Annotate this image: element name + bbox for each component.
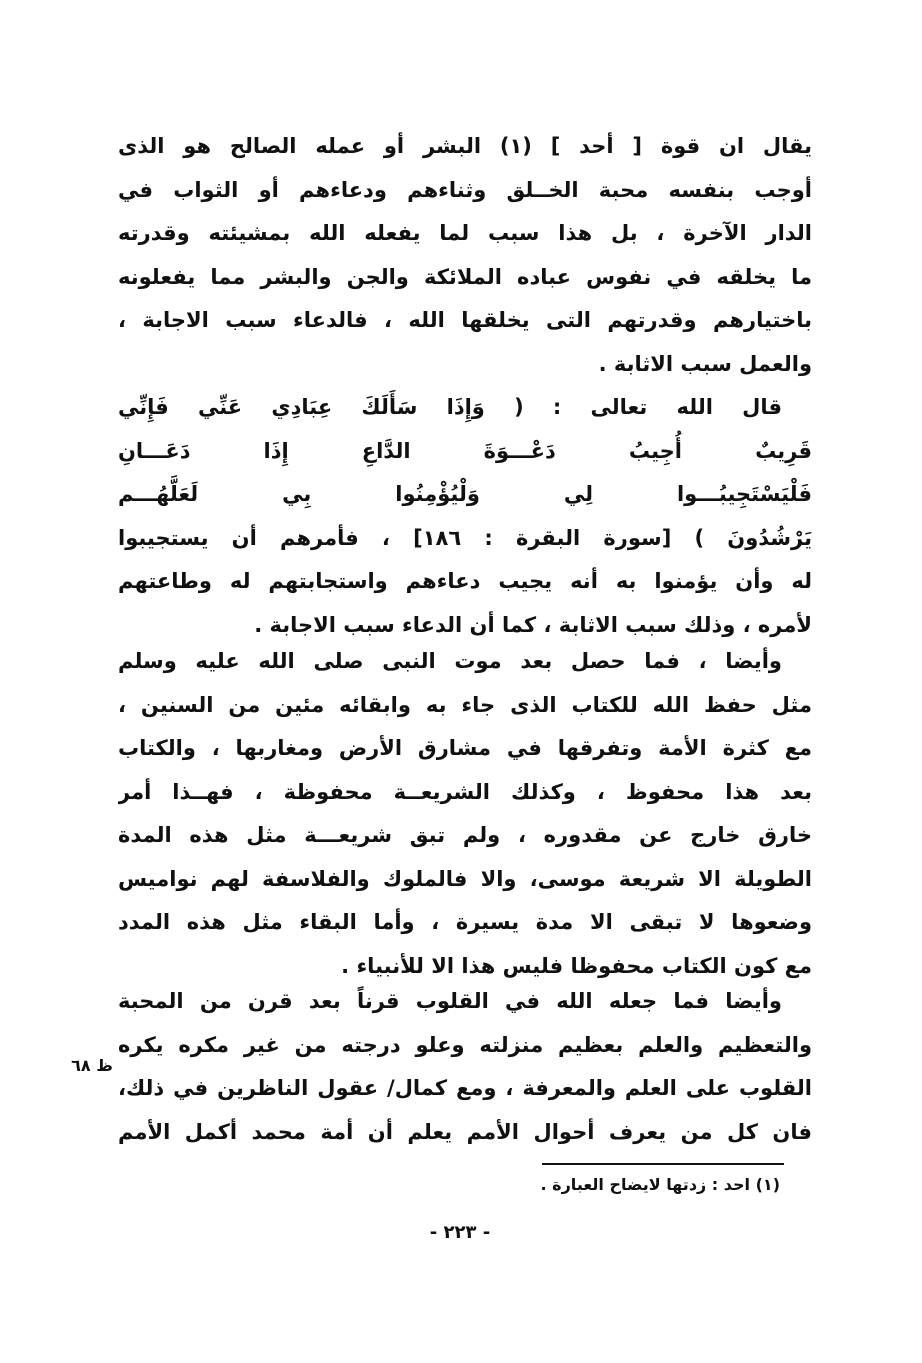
text-line: يَرْشُدُونَ ) [سورة البقرة : ١٨٦] ، فأمرهم أن يستجيبوا (118, 525, 812, 550)
manuscript-folio-note: ظ ٦٨ (71, 1056, 113, 1075)
paragraph-3 (118, 640, 812, 988)
text-line: فان كل من يعرف أحوال الأمم يعلم أن أمة محمد أكمل الأمم (118, 1119, 812, 1144)
text-line: أوجب بنفسه محبة الخــلق وثناءهم ودعاءهم أو الثواب في (118, 177, 812, 202)
text-line: مثل حفظ الله للكتاب الذى جاء به وابقائه مئين من السنين ، (118, 692, 812, 717)
paragraph-1 (118, 125, 812, 386)
text-line: القلوب على العلم والمعرفة ، ومع كمال/ عقول الناظرين في ذلك، (118, 1076, 812, 1100)
text-line: خارق خارج عن مقدوره ، ولم تبق شريعـــة مثل هذه المدة (118, 823, 812, 847)
text-line: مع كون الكتاب محفوظا فليس هذا الا للأنبياء . (341, 953, 812, 978)
text-line: وأيضا ، فما حصل بعد موت النبى صلى الله عليه وسلم (118, 649, 782, 673)
text-line: باختيارهم وقدرتهم التى يخلقها الله ، فالدعاء سبب الاجابة ، (118, 308, 812, 332)
text-line: بعد هذا محفوظ ، وكذلك الشريعــة محفوظة ، فهــذا أمر (118, 779, 812, 804)
text-line: مع كثرة الأمة وتفرقها في مشارق الأرض ومغاربها ، والكتاب (118, 736, 812, 760)
text-line: يقال ان قوة [ أحد ] (١) البشر أو عمله الصالح هو الذى (118, 134, 812, 158)
text-line: قال الله تعالى : ( وَإِذَا سَأَلَكَ عِبَادِي عَنِّي فَإِنِّي (118, 395, 782, 419)
paragraph-4 (118, 980, 812, 1154)
text-line: والتعظيم والعلم بعظيم منزلته وعلو درجته من غير مكره يكره (118, 1032, 812, 1057)
footnote: (١) احد : زدتها لايضاح العبارة . (540, 1175, 780, 1194)
footnote-divider (542, 1163, 784, 1165)
text-line: لأمره ، وذلك سبب الاثابة ، كما أن الدعاء سبب الاجابة . (254, 612, 812, 637)
text-line: ما يخلقه في نفوس عباده الملائكة والجن والبشر مما يفعلونه (118, 264, 812, 289)
text-line: له وأن يؤمنوا به أنه يجيب دعاءهم واستجابتهم له وطاعتهم (118, 569, 812, 593)
text-line: قَرِيبٌ أُجِيبُ دَعْـــوَةَ الدَّاعِ إِذَا دَعَـــانِ (118, 438, 812, 463)
paragraph-2-quran-quote (118, 386, 812, 647)
text-line: الدار الآخرة ، بل هذا سبب لما يفعله الله بمشيئته وقدرته (118, 221, 812, 245)
text-line: فَلْيَسْتَجِيبُـــوا لِي وَلْيُؤْمِنُوا بِي لَعَلَّهُـــم (118, 482, 812, 506)
page-number: - ٢٢٣ - (429, 1222, 491, 1243)
text-line: والعمل سبب الاثابة . (598, 351, 812, 376)
text-line: وأيضا فما جعله الله في القلوب قرناً بعد قرن من المحبة (118, 989, 782, 1013)
text-line: وضعوها لا تبقى الا مدة يسيرة ، وأما البقاء مثل هذه المدد (118, 910, 812, 934)
text-line: الطويلة الا شريعة موسى، والا فالملوك والفلاسفة لهم نواميس (118, 866, 812, 891)
